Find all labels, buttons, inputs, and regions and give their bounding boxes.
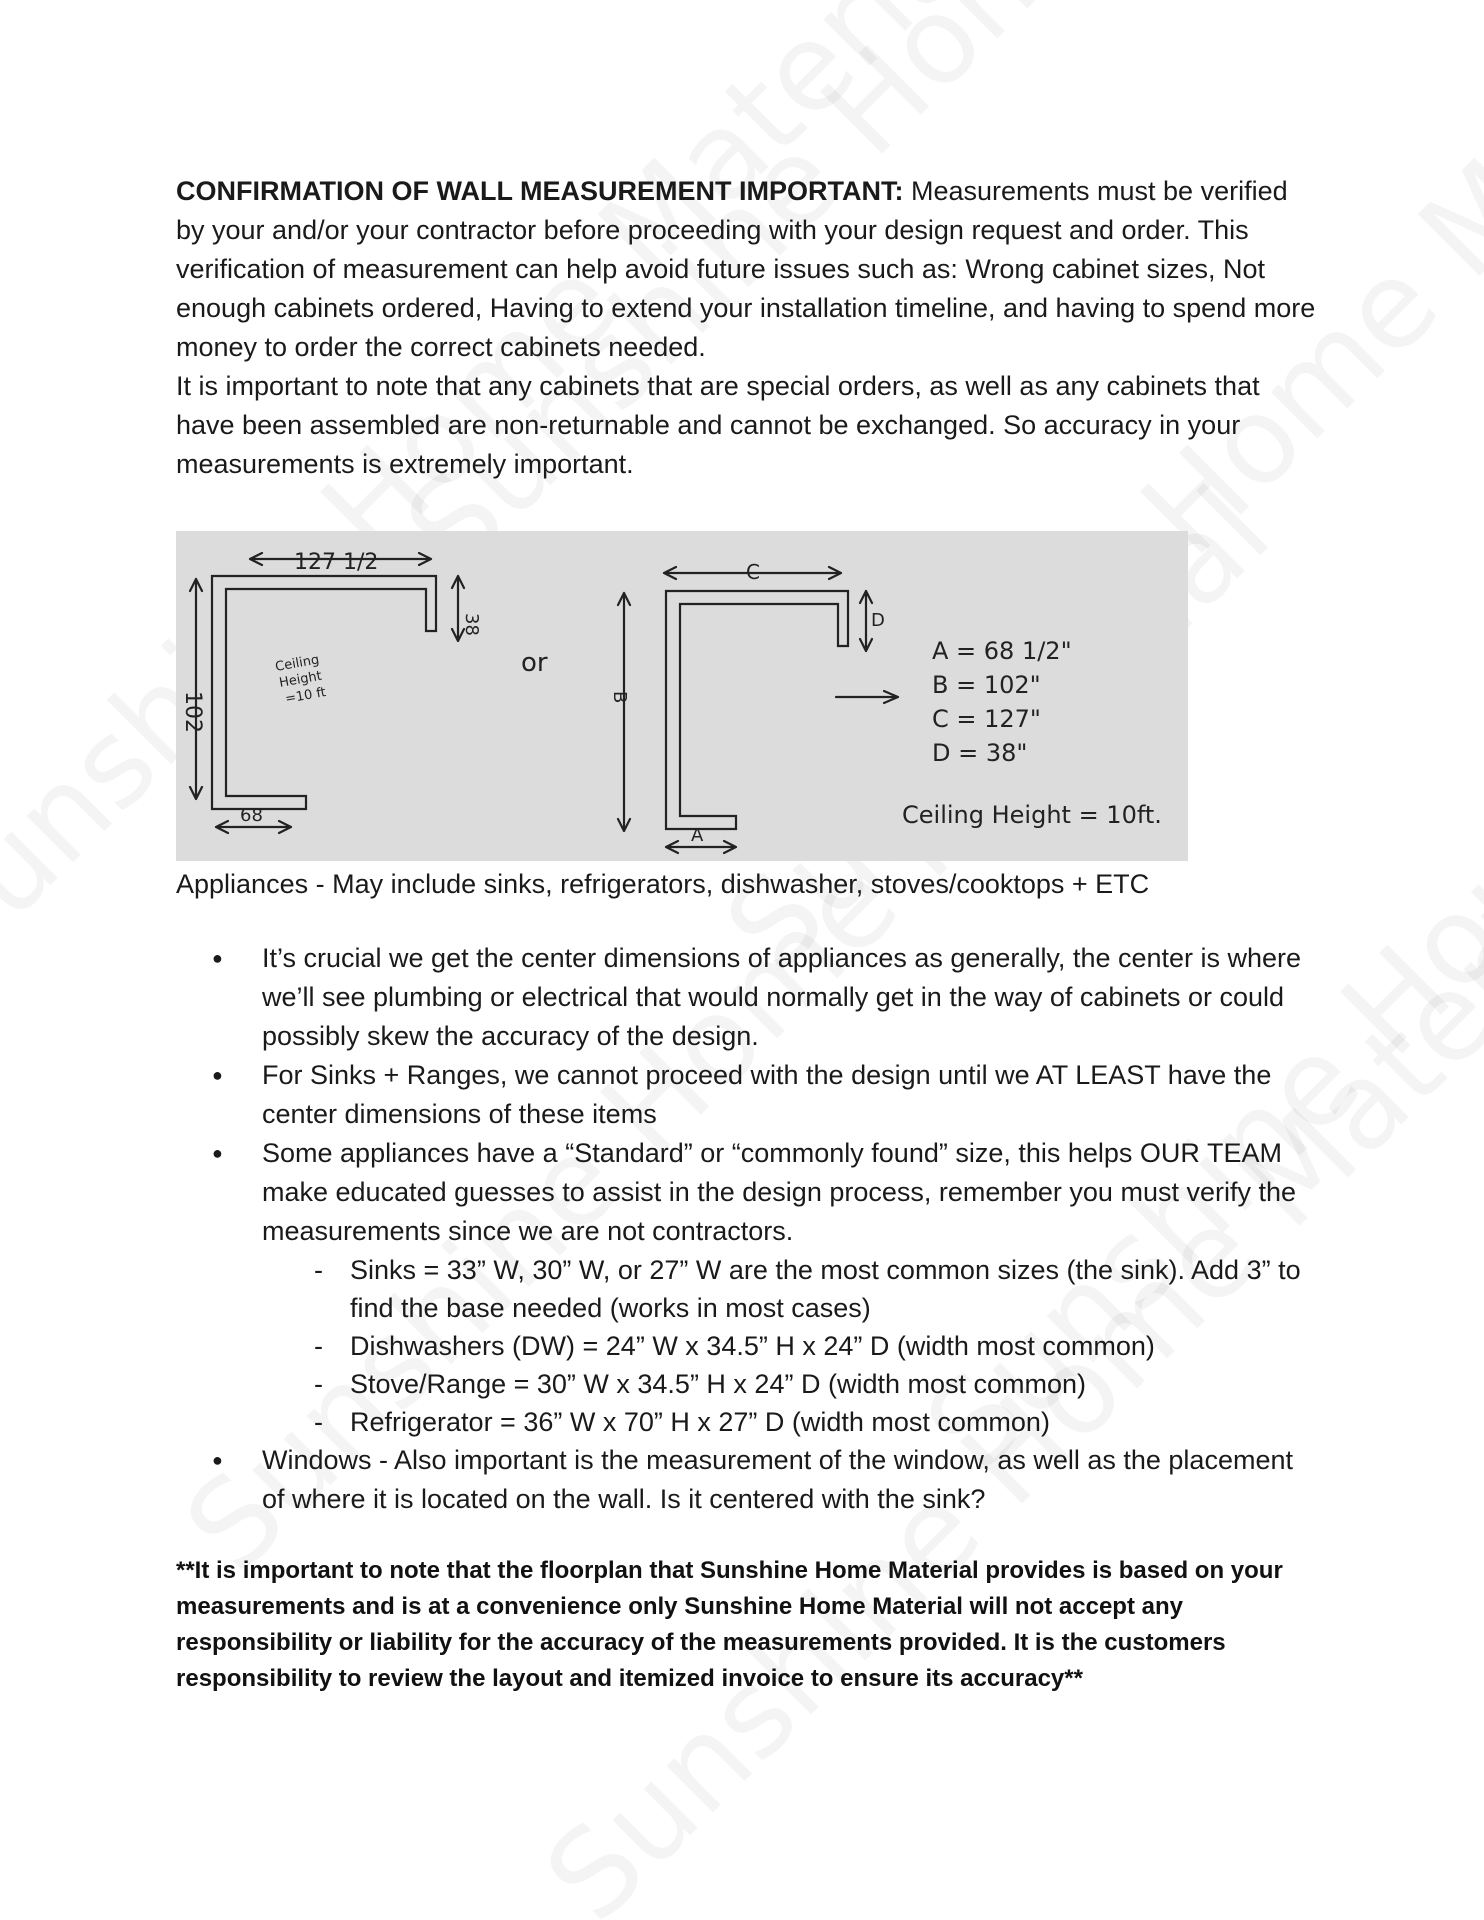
sub-list-item [176,1327,1316,1365]
bullet-text: Windows - Also important is the measurement of the window, as well as the placement of where it is located on the wall. Is it centered with the sink? [262,1445,1293,1514]
sub-list-item [176,1365,1316,1403]
bullet-text: It’s crucial we get the center dimensions of appliances as generally, the center is where we’ll see plumbing or electrical that would normally get in the way of cabinets or could possibly skew the accuracy of the design. [262,943,1302,1051]
list-item [176,1134,1316,1441]
bullet-dot: ● [212,1065,223,1085]
sub-item-text: Refrigerator = 36” W x 70” H x 27” D (width most common) [350,1407,1050,1437]
appliances-caption: Appliances - May include sinks, refrigerators, dishwasher, stoves/cooktops + ETC [176,869,1150,899]
sub-item-text: Dishwashers (DW) = 24” W x 34.5” H x 24” D (width most common) [350,1331,1155,1361]
legend-b: B = 102" [932,671,1041,699]
intro-heading: CONFIRMATION OF WALL MEASUREMENT IMPORTANT: [176,176,904,206]
ceiling-line-1: Ceiling [274,652,321,675]
ceiling-note: Ceiling Height = 10ft. [902,801,1162,829]
intro-body: Measurements must be verified by your and/or your contractor before proceeding with your design request and order. This verification of measurement can help avoid future issues such as: Wrong cabinet sizes, Not enough cabinets ordered, Having to extend your installation timeline, and having to spend more money to order the correct cabinets needed. [176,176,1316,362]
right-wall-outline [666,591,848,829]
list-item [176,939,1316,1056]
b-dimension-arrow [618,593,630,831]
bullet-dot: ● [212,1450,223,1470]
bullet-text: For Sinks + Ranges, we cannot proceed with the design until we AT LEAST have the center dimensions of these items [262,1060,1272,1129]
or-label: or [521,648,548,678]
diagram-sketch [176,531,1188,861]
ceiling-line-3: =10 ft [284,685,328,707]
label-a: A [691,825,704,846]
legend-pointer-arrow [836,691,898,703]
legend-d: D = 38" [932,739,1028,767]
dash-marker: - [314,1331,323,1361]
standard-sizes-list [262,1251,1316,1441]
sub-list-item [176,1251,1316,1327]
sub-item-text: Sinks = 33” W, 30” W, or 27” W are the most common sizes (the sink). Add 3” to find the base needed (works in most cases) [350,1255,1301,1323]
legend-c: C = 127" [932,705,1041,733]
label-bottom: 68 [240,805,263,826]
sub-list-item [176,1403,1316,1441]
ceiling-line-2: Height [278,668,324,691]
label-right: 38 [461,613,482,636]
dash-marker: - [314,1255,323,1285]
bullet-text: Some appliances have a “Standard” or “commonly found” size, this helps OUR TEAM make educated guesses to assist in the design process, remember you must verify the measurements since we are not contractors. [262,1138,1297,1246]
disclaimer: **It is important to note that the floorplan that Sunshine Home Material provides is based on your measurements and is at a convenience only Sunshine Home Material will not accept any responsibility or liability for the accuracy of the measurements provided. It is the customers responsibility to review the layout and itemized invoice to ensure its accuracy** [176,1557,1283,1692]
appliance-bullet-list [176,939,1316,1519]
side-dimension-arrow [190,579,202,799]
label-d: D [871,610,885,631]
dash-marker: - [314,1407,323,1437]
intro-note: It is important to note that any cabinets that are special orders, as well as any cabinets that have been assembled are non-returnable and cannot be exchanged. So accuracy in your measurements is extremely important. [176,371,1260,479]
list-item [176,1056,1316,1134]
bullet-dot: ● [212,948,223,968]
label-top: 127 1/2 [294,550,379,575]
label-c: C [746,560,760,584]
measurement-diagram [176,531,1188,861]
legend-a: A = 68 1/2" [932,637,1072,665]
dash-marker: - [314,1369,323,1399]
label-b: B [609,691,630,704]
list-item [176,1441,1316,1519]
sub-item-text: Stove/Range = 30” W x 34.5” H x 24” D (width most common) [350,1369,1087,1399]
intro-paragraph [176,172,1316,367]
label-side: 102 [180,691,205,733]
bullet-dot: ● [212,1143,223,1163]
page-content [176,172,1316,1697]
